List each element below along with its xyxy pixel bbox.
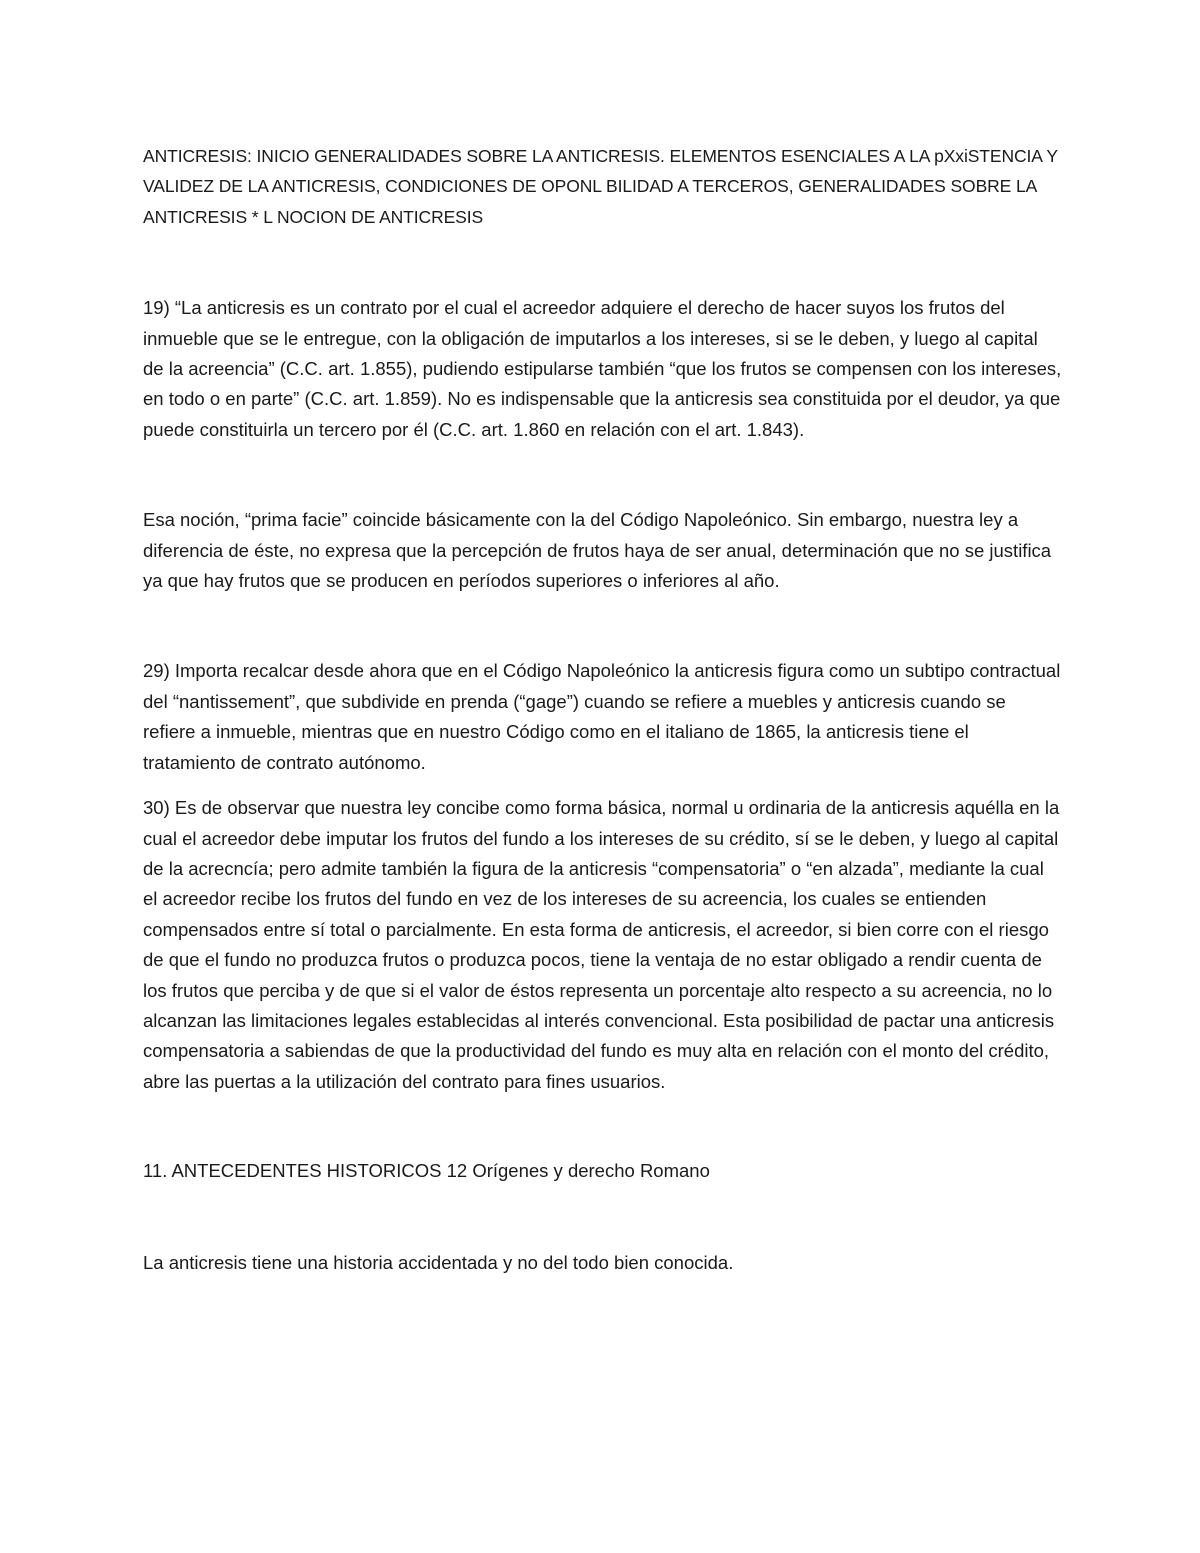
document-body [143, 141, 1063, 1278]
paragraph-30: 30) Es de observar que nuestra ley concibe como forma básica, normal u ordinaria de la anticresis aquélla en la cual el acreedor debe imputar los frutos del fundo a los intereses de su crédito, sí se le deben, y luego al capital de la acrecncía; pero admite también la figura de la anticresis “compensatoria” o “en alzada”, mediante la cual el acreedor recibe los frutos del fundo en vez de los intereses de su acreencia, los cuales se entienden compensados entre sí total o parcialmente. En esta forma de anticresis, el acreedor, si bien corre con el riesgo de que el fundo no produzca frutos o produzca pocos, tiene la ventaja de no estar obligado a rendir cuenta de los frutos que perciba y de que si el valor de éstos representa un porcentaje alto respecto a su acreencia, no lo alcanzan las limitaciones legales establecidas al interés convencional. Esta posibilidad de pactar una anticresis compensatoria a sabiendas de que la productividad del fundo es muy alta en relación con el monto del crédito, abre las puertas a la utilización del contrato para fines usuarios. [143, 797, 1060, 1092]
paragraph-19: 19) “La anticresis es un contrato por el cual el acreedor adquiere el derecho de hacer suyos los frutos del inmueble que se le entregue, con la obligación de imputarlos a los intereses, si se le deben, y luego al capital de la acreencia” (C.C. art. 1.855), pudiendo estipularse también “que los frutos se compensen con los intereses, en todo o en parte” (C.C. art. 1.859). No es indispensable que la anticresis sea constituida por el deudor, ya que puede constituirla un tercero por él (C.C. art. 1.860 en relación con el art. 1.843). [143, 297, 1062, 440]
section-heading: 11. ANTECEDENTES HISTORICOS 12 Orígenes y derecho Romano [143, 1160, 710, 1182]
document-heading: ANTICRESIS: INICIO GENERALIDADES SOBRE LA ANTICRESIS. ELEMENTOS ESENCIALES A LA pXxiSTENCIA Y VALIDEZ DE LA ANTICRESIS, CONDICIONES DE OPONL BILIDAD A TERCEROS, GENERALIDADES SOBRE LA ANTICRESIS * L NOCION DE ANTICRESIS [143, 146, 1058, 227]
paragraph-29: 29) Importa recalcar desde ahora que en el Código Napoleónico la anticresis figura como un subtipo contractual del “nantissement”, que subdivide en prenda (“gage”) cuando se refiere a muebles y anticresis cuando se refiere a inmueble, mientras que en nuestro Código como en el italiano de 1865, la anticresis tiene el tratamiento de contrato autónomo. [143, 660, 1061, 773]
paragraph-nocion: Esa noción, “prima facie” coincide básicamente con la del Código Napoleónico. Sin embargo, nuestra ley a diferencia de éste, no expresa que la percepción de frutos haya de ser anual, determinación que no se justifica ya que hay frutos que se producen en períodos superiores o inferiores al año. [143, 509, 1052, 592]
closing-paragraph: La anticresis tiene una historia accidentada y no del todo bien conocida. [143, 1251, 734, 1273]
